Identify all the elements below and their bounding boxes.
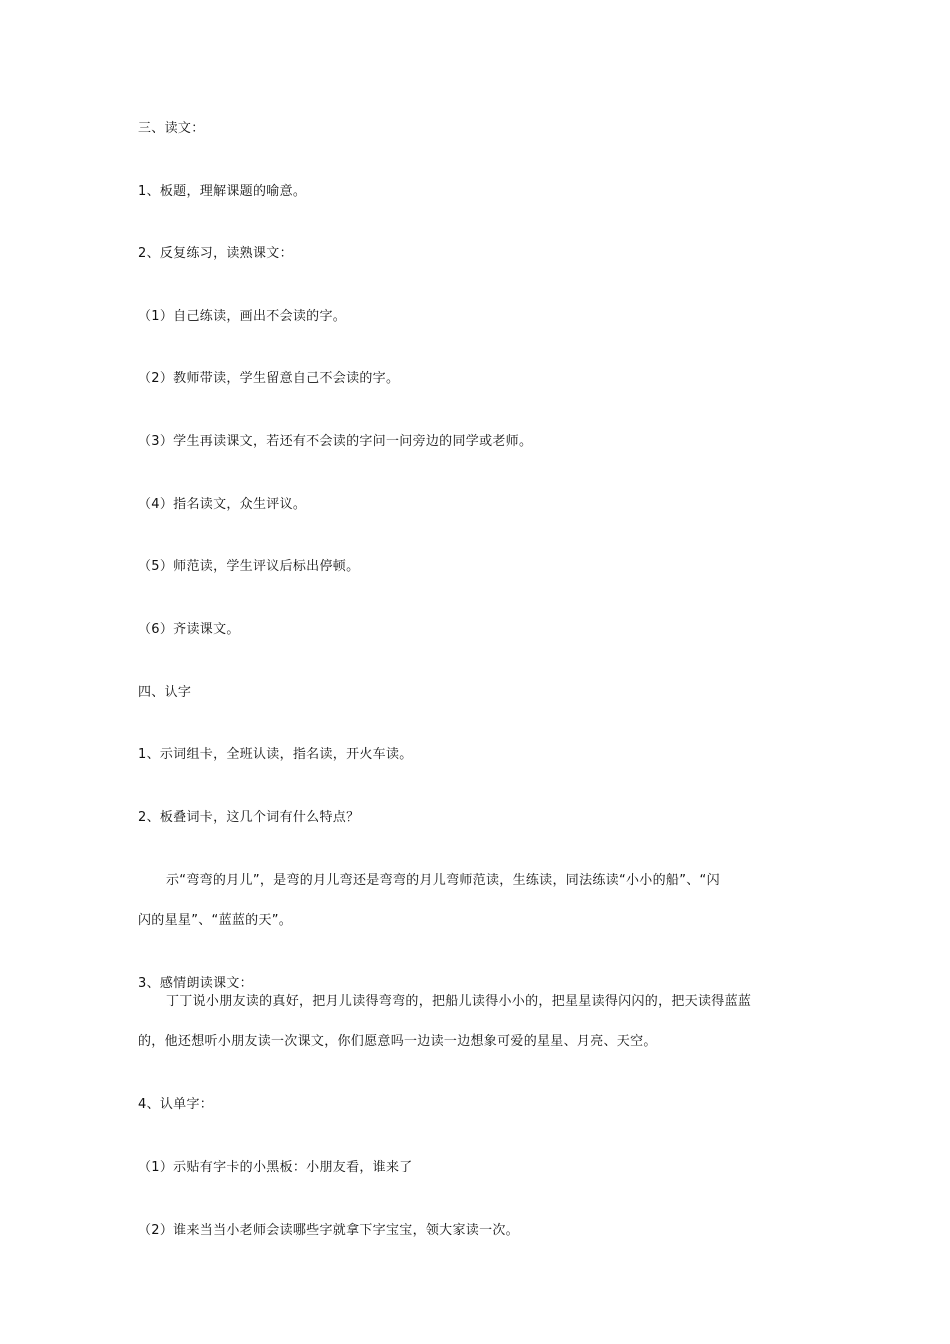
step-3-expressive-reading: 3、感情朗读课文：: [138, 976, 253, 991]
section-heading-recognize: 四、认字: [138, 685, 192, 700]
substep-5: （5）师范读，学生评议后标出停顿。: [138, 559, 360, 574]
paragraph-2-line-2: 的，他还想听小朋友读一次课文，你们愿意吗一边读一边想象可爱的星星、月亮、天空。: [138, 1034, 657, 1049]
step-2-reduplicated-words: 2、板叠词卡，这几个词有什么特点？: [138, 810, 360, 825]
substep-4: （4）指名读文，众生评议。: [138, 497, 307, 512]
substep-3: （3）学生再读课文，若还有不会读的字问一问旁边的同学或老师。: [138, 434, 533, 449]
substep-6: （6）齐读课文。: [138, 622, 240, 637]
substep-1: （1）自己练读，画出不会读的字。: [138, 309, 347, 324]
paragraph-2-line-1: 丁丁说小朋友读的真好，把月儿读得弯弯的，把船儿读得小小的，把星星读得闪闪的，把天读得蓝蓝: [166, 994, 752, 1009]
step-1-title: 1、板题，理解课题的喻意。: [138, 184, 307, 199]
step-1-word-cards: 1、示词组卡，全班认读，指名读，开火车读。: [138, 747, 413, 762]
substep-2: （2）教师带读，学生留意自己不会读的字。: [138, 371, 400, 386]
paragraph-1-line-2: 闪的星星”、“蓝蓝的天”。: [138, 913, 293, 928]
section-heading-read-text: 三、读文：: [138, 121, 205, 136]
step-2-practice: 2、反复练习，读熟课文：: [138, 246, 293, 261]
substep-4-2: （2）谁来当当小老师会读哪些字就拿下字宝宝，领大家读一次。: [138, 1223, 519, 1238]
step-4-single-characters: 4、认单字：: [138, 1097, 214, 1112]
paragraph-1-line-1: 示“弯弯的月儿”，是弯的月儿弯还是弯弯的月儿弯师范读，生练读，同法练读“小小的船”、“闪: [166, 873, 720, 888]
substep-4-1: （1）示贴有字卡的小黑板：小朋友看，谁来了: [138, 1160, 413, 1175]
